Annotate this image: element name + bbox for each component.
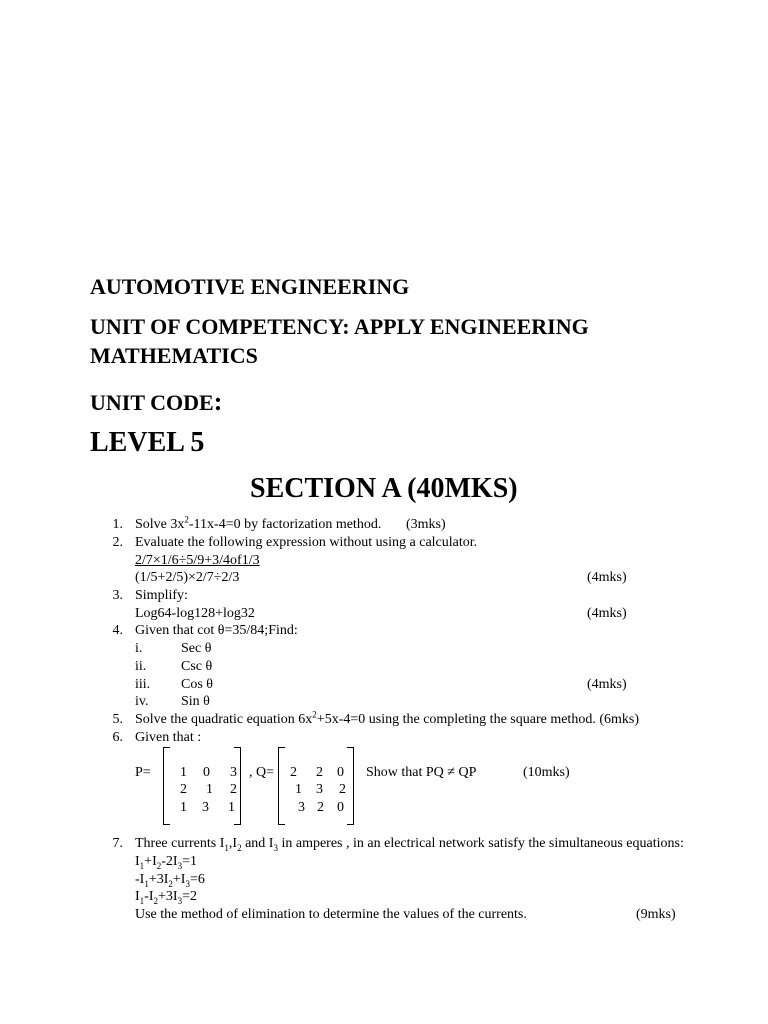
subitem-text: Cos θ	[181, 677, 213, 692]
matrix-cell: 2	[316, 765, 323, 780]
matrix-cell: 2	[317, 800, 324, 815]
fraction-denominator: (1/5+2/5)×2/7÷2/3	[135, 570, 240, 585]
matrix-right-bracket	[347, 747, 354, 825]
question-number: 1.	[112, 517, 123, 532]
q5-text-pre: Solve the quadratic equation 6x	[135, 712, 313, 727]
matrix-cell: 2	[290, 765, 297, 780]
eq-term: -2I	[161, 854, 178, 869]
matrix-cell: 0	[337, 800, 344, 815]
question-text: Given that cot θ=35/84;Find:	[135, 623, 298, 638]
q7-sub-3: 3	[273, 842, 278, 853]
marks: (4mks)	[587, 606, 627, 621]
eq-subscript: 1	[144, 878, 149, 889]
matrix-cell: 1	[295, 782, 302, 797]
equation-2	[135, 871, 205, 889]
q1-text-post: -11x-4=0 by factorization method.	[188, 517, 382, 532]
equation-1	[135, 853, 197, 871]
subitem-text: Sec θ	[181, 641, 212, 656]
eq-term: +3I	[158, 889, 178, 904]
subitem-number: ii.	[135, 659, 147, 674]
eq-term: I	[135, 889, 140, 904]
matrix-cell: 1	[206, 782, 213, 797]
q7-sub-1: 1	[224, 842, 229, 853]
subitem-number: iii.	[135, 677, 151, 692]
matrix-cell: 0	[337, 765, 344, 780]
matrix-q-label: , Q=	[249, 765, 275, 780]
marks: (9mks)	[636, 907, 676, 922]
eq-subscript: 1	[139, 895, 145, 906]
subitem-text: Csc θ	[181, 659, 213, 674]
matrix-p	[163, 747, 241, 823]
question-number: 6.	[112, 730, 123, 745]
marks: (3mks)	[406, 517, 446, 532]
eq-term: +I	[144, 854, 157, 869]
eq-rhs: =2	[182, 889, 197, 904]
log-expression: Log64-log128+log32	[135, 606, 255, 621]
question-number: 2.	[112, 535, 123, 550]
unit-code-colon: :	[213, 387, 223, 416]
matrix-cell: 2	[230, 782, 237, 797]
eq-term: -I	[144, 889, 154, 904]
question-text	[135, 711, 639, 729]
question-text: Simplify:	[135, 588, 188, 603]
section-title: SECTION A (40MKS)	[250, 473, 518, 504]
matrix-cell: 3	[202, 800, 209, 815]
eq-term: -I	[135, 872, 145, 887]
unit-code-text: UNIT CODE	[90, 390, 214, 415]
unit-code-label	[90, 387, 222, 417]
q5-text-post: +5x-4=0 using the completing the square method.	[316, 712, 596, 727]
q7-sub-2: 2	[237, 842, 242, 853]
matrix-cell: 3	[230, 765, 237, 780]
fraction-numerator: 2/7×1/6÷5/9+3/4of1/3	[135, 553, 260, 568]
matrix-cell: 1	[228, 800, 235, 815]
subitem-number: i.	[135, 641, 143, 656]
eq-rhs: =1	[182, 854, 197, 869]
q7-text-pre: Three currents I	[135, 836, 225, 851]
closing-instruction: Use the method of elimination to determine the values of the currents.	[135, 907, 527, 922]
matrix-cell: 2	[339, 782, 346, 797]
question-number: 3.	[112, 588, 123, 603]
subitem-number: iv.	[135, 694, 149, 709]
question-text	[135, 835, 684, 853]
marks: (4mks)	[587, 677, 627, 692]
eq-subscript: 3	[177, 860, 183, 871]
eq-term: +3I	[148, 872, 169, 887]
question-number: 7.	[112, 836, 123, 851]
q1-exponent: 2	[184, 514, 189, 525]
matrix-cell: 0	[203, 765, 210, 780]
eq-subscript: 2	[168, 878, 173, 889]
q7-text-mid1: ,I	[228, 836, 238, 851]
marks: (6mks)	[599, 712, 639, 727]
q7-text-post: in amperes , in an electrical network satisfy the simultaneous equations:	[277, 836, 684, 851]
q7-text-mid2: and I	[241, 836, 274, 851]
eq-subscript: 2	[156, 860, 162, 871]
question-text: Evaluate the following expression without using a calculator.	[135, 535, 478, 550]
eq-term: I	[135, 854, 140, 869]
eq-subscript: 3	[185, 878, 190, 889]
matrix-cell: 3	[316, 782, 323, 797]
matrix-p-label: P=	[135, 765, 151, 780]
eq-subscript: 1	[139, 860, 145, 871]
matrix-q	[278, 747, 354, 823]
subitem-text: Sin θ	[181, 694, 210, 709]
show-statement: Show that PQ ≠ QP	[366, 765, 477, 780]
question-number: 5.	[112, 712, 123, 727]
question-text	[135, 516, 381, 534]
eq-subscript: 3	[177, 895, 183, 906]
question-number: 4.	[112, 623, 123, 638]
matrix-cell: 3	[298, 800, 305, 815]
matrix-cell: 1	[180, 800, 187, 815]
eq-rhs: =6	[189, 872, 205, 887]
unit-of-competency-line1: UNIT OF COMPETENCY: APPLY ENGINEERING	[90, 314, 589, 339]
matrix-cell: 1	[180, 765, 187, 780]
question-text: Given that :	[135, 730, 202, 745]
matrix-cell: 2	[180, 782, 187, 797]
q5-exponent: 2	[312, 709, 317, 720]
course-title: AUTOMOTIVE ENGINEERING	[90, 274, 410, 299]
eq-term: +I	[172, 872, 186, 887]
unit-of-competency-line2: MATHEMATICS	[90, 343, 258, 368]
eq-subscript: 2	[153, 895, 158, 906]
q1-text-pre: Solve 3x	[135, 517, 185, 532]
marks: (10mks)	[523, 765, 570, 780]
marks: (4mks)	[587, 570, 627, 585]
equation-3	[135, 888, 197, 906]
level-title: LEVEL 5	[90, 427, 205, 458]
